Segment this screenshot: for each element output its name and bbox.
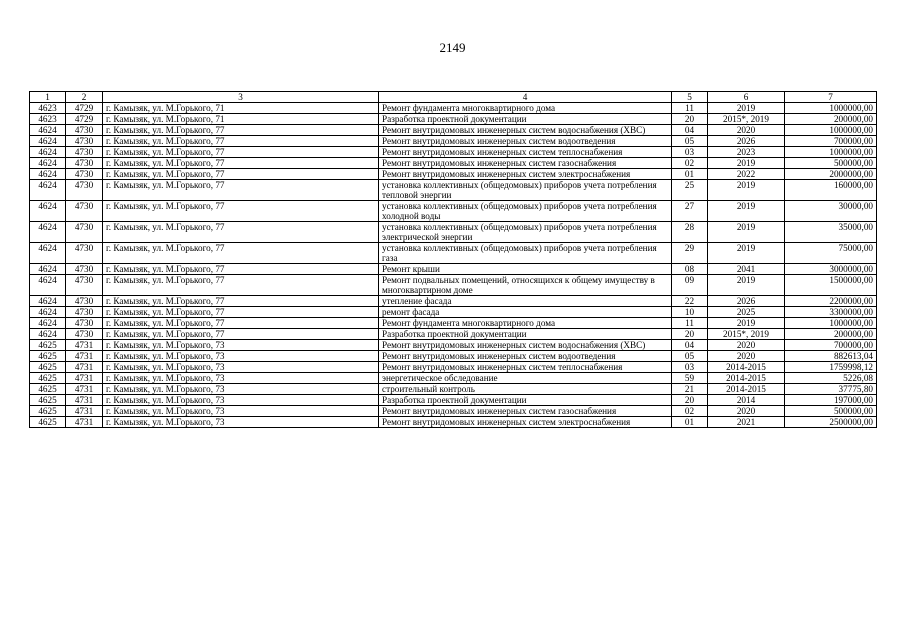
table-row bbox=[30, 406, 877, 417]
object-id-cell: 4731 bbox=[66, 362, 103, 373]
work-type-cell: строительный контроль bbox=[379, 384, 672, 395]
work-type-cell: энергетическое обследование bbox=[379, 373, 672, 384]
cost-cell: 3000000,00 bbox=[785, 264, 877, 275]
address-cell: г. Камызяк, ул. М.Горького, 77 bbox=[103, 243, 379, 264]
year-cell: 2022 bbox=[708, 169, 785, 180]
address-cell: г. Камызяк, ул. М.Горького, 77 bbox=[103, 180, 379, 201]
address-cell: г. Камызяк, ул. М.Горького, 77 bbox=[103, 296, 379, 307]
row-number-cell: 4624 bbox=[30, 307, 66, 318]
year-cell: 2019 bbox=[708, 103, 785, 114]
cost-cell: 2500000,00 bbox=[785, 417, 877, 428]
table-row bbox=[30, 264, 877, 275]
row-number-cell: 4625 bbox=[30, 395, 66, 406]
object-id-cell: 4731 bbox=[66, 417, 103, 428]
work-code-cell: 22 bbox=[672, 296, 708, 307]
table-row bbox=[30, 340, 877, 351]
year-cell: 2014 bbox=[708, 395, 785, 406]
year-cell: 2019 bbox=[708, 222, 785, 243]
table-row bbox=[30, 351, 877, 362]
row-number-cell: 4624 bbox=[30, 222, 66, 243]
object-id-cell: 4729 bbox=[66, 103, 103, 114]
work-code-cell: 10 bbox=[672, 307, 708, 318]
row-number-cell: 4624 bbox=[30, 243, 66, 264]
cost-cell: 75000,00 bbox=[785, 243, 877, 264]
table-row bbox=[30, 136, 877, 147]
work-code-cell: 02 bbox=[672, 158, 708, 169]
row-number-cell: 4624 bbox=[30, 296, 66, 307]
year-cell: 2041 bbox=[708, 264, 785, 275]
work-type-cell: Ремонт фундамента многоквартирного дома bbox=[379, 318, 672, 329]
column-header: 6 bbox=[708, 92, 785, 103]
year-cell: 2019 bbox=[708, 180, 785, 201]
table-row bbox=[30, 147, 877, 158]
cost-cell: 160000,00 bbox=[785, 180, 877, 201]
address-cell: г. Камызяк, ул. М.Горького, 77 bbox=[103, 125, 379, 136]
address-cell: г. Камызяк, ул. М.Горького, 73 bbox=[103, 384, 379, 395]
table-row bbox=[30, 296, 877, 307]
object-id-cell: 4730 bbox=[66, 201, 103, 222]
year-cell: 2019 bbox=[708, 318, 785, 329]
year-cell: 2023 bbox=[708, 147, 785, 158]
work-type-cell: Ремонт внутридомовых инженерных систем водоснабжения (ХВС) bbox=[379, 340, 672, 351]
work-type-cell: Ремонт внутридомовых инженерных систем водоотведения bbox=[379, 351, 672, 362]
object-id-cell: 4730 bbox=[66, 125, 103, 136]
work-type-cell: установка коллективных (общедомовых) приборов учета потребления тепловой энергии bbox=[379, 180, 672, 201]
work-type-cell: установка коллективных (общедомовых) приборов учета потребления электрической энергии bbox=[379, 222, 672, 243]
object-id-cell: 4730 bbox=[66, 307, 103, 318]
cost-cell: 700000,00 bbox=[785, 136, 877, 147]
address-cell: г. Камызяк, ул. М.Горького, 77 bbox=[103, 158, 379, 169]
object-id-cell: 4730 bbox=[66, 243, 103, 264]
row-number-cell: 4624 bbox=[30, 318, 66, 329]
row-number-cell: 4624 bbox=[30, 147, 66, 158]
address-cell: г. Камызяк, ул. М.Горького, 73 bbox=[103, 362, 379, 373]
table-row bbox=[30, 318, 877, 329]
row-number-cell: 4624 bbox=[30, 264, 66, 275]
address-cell: г. Камызяк, ул. М.Горького, 71 bbox=[103, 114, 379, 125]
work-type-cell: Ремонт внутридомовых инженерных систем теплоснабжения bbox=[379, 362, 672, 373]
cost-cell: 5226,08 bbox=[785, 373, 877, 384]
cost-cell: 2200000,00 bbox=[785, 296, 877, 307]
address-cell: г. Камызяк, ул. М.Горького, 73 bbox=[103, 351, 379, 362]
header-row bbox=[30, 92, 877, 103]
cost-cell: 1000000,00 bbox=[785, 147, 877, 158]
work-type-cell: Ремонт внутридомовых инженерных систем водоснабжения (ХВС) bbox=[379, 125, 672, 136]
work-code-cell: 27 bbox=[672, 201, 708, 222]
cost-cell: 1000000,00 bbox=[785, 318, 877, 329]
table-row bbox=[30, 362, 877, 373]
row-number-cell: 4624 bbox=[30, 169, 66, 180]
row-number-cell: 4624 bbox=[30, 275, 66, 296]
table-row bbox=[30, 125, 877, 136]
year-cell: 2019 bbox=[708, 243, 785, 264]
work-code-cell: 01 bbox=[672, 417, 708, 428]
address-cell: г. Камызяк, ул. М.Горького, 77 bbox=[103, 307, 379, 318]
address-cell: г. Камызяк, ул. М.Горького, 77 bbox=[103, 147, 379, 158]
table-row bbox=[30, 201, 877, 222]
work-code-cell: 20 bbox=[672, 114, 708, 125]
column-header: 4 bbox=[379, 92, 672, 103]
object-id-cell: 4730 bbox=[66, 329, 103, 340]
address-cell: г. Камызяк, ул. М.Горького, 77 bbox=[103, 329, 379, 340]
row-number-cell: 4624 bbox=[30, 158, 66, 169]
work-type-cell: установка коллективных (общедомовых) приборов учета потребления холодной воды bbox=[379, 201, 672, 222]
address-cell: г. Камызяк, ул. М.Горького, 71 bbox=[103, 103, 379, 114]
work-code-cell: 21 bbox=[672, 384, 708, 395]
work-type-cell: Разработка проектной документации bbox=[379, 114, 672, 125]
object-id-cell: 4731 bbox=[66, 373, 103, 384]
work-type-cell: Ремонт фундамента многоквартирного дома bbox=[379, 103, 672, 114]
table-row bbox=[30, 384, 877, 395]
year-cell: 2025 bbox=[708, 307, 785, 318]
work-code-cell: 25 bbox=[672, 180, 708, 201]
cost-cell: 500000,00 bbox=[785, 158, 877, 169]
table-row bbox=[30, 114, 877, 125]
work-type-cell: установка коллективных (общедомовых) приборов учета потребления газа bbox=[379, 243, 672, 264]
work-type-cell: Разработка проектной документации bbox=[379, 395, 672, 406]
row-number-cell: 4625 bbox=[30, 417, 66, 428]
object-id-cell: 4730 bbox=[66, 180, 103, 201]
row-number-cell: 4623 bbox=[30, 114, 66, 125]
work-type-cell: Ремонт внутридомовых инженерных систем водоотведения bbox=[379, 136, 672, 147]
row-number-cell: 4625 bbox=[30, 340, 66, 351]
year-cell: 2019 bbox=[708, 275, 785, 296]
work-code-cell: 03 bbox=[672, 362, 708, 373]
row-number-cell: 4625 bbox=[30, 362, 66, 373]
address-cell: г. Камызяк, ул. М.Горького, 73 bbox=[103, 395, 379, 406]
work-type-cell: Ремонт внутридомовых инженерных систем газоснабжения bbox=[379, 406, 672, 417]
table-row bbox=[30, 222, 877, 243]
object-id-cell: 4731 bbox=[66, 340, 103, 351]
work-code-cell: 01 bbox=[672, 169, 708, 180]
work-code-cell: 59 bbox=[672, 373, 708, 384]
column-header: 7 bbox=[785, 92, 877, 103]
cost-cell: 500000,00 bbox=[785, 406, 877, 417]
row-number-cell: 4624 bbox=[30, 136, 66, 147]
row-number-cell: 4623 bbox=[30, 103, 66, 114]
work-code-cell: 04 bbox=[672, 340, 708, 351]
year-cell: 2015*, 2019 bbox=[708, 329, 785, 340]
column-header: 5 bbox=[672, 92, 708, 103]
cost-cell: 30000,00 bbox=[785, 201, 877, 222]
row-number-cell: 4624 bbox=[30, 125, 66, 136]
address-cell: г. Камызяк, ул. М.Горького, 77 bbox=[103, 264, 379, 275]
year-cell: 2020 bbox=[708, 340, 785, 351]
table-row bbox=[30, 373, 877, 384]
work-code-cell: 11 bbox=[672, 318, 708, 329]
work-type-cell: Ремонт внутридомовых инженерных систем электроснабжения bbox=[379, 417, 672, 428]
table-row bbox=[30, 103, 877, 114]
work-code-cell: 05 bbox=[672, 136, 708, 147]
row-number-cell: 4624 bbox=[30, 180, 66, 201]
object-id-cell: 4731 bbox=[66, 395, 103, 406]
object-id-cell: 4730 bbox=[66, 147, 103, 158]
work-code-cell: 02 bbox=[672, 406, 708, 417]
address-cell: г. Камызяк, ул. М.Горького, 77 bbox=[103, 169, 379, 180]
work-code-cell: 04 bbox=[672, 125, 708, 136]
year-cell: 2021 bbox=[708, 417, 785, 428]
object-id-cell: 4730 bbox=[66, 296, 103, 307]
cost-cell: 1000000,00 bbox=[785, 103, 877, 114]
table-row bbox=[30, 243, 877, 264]
year-cell: 2020 bbox=[708, 406, 785, 417]
cost-cell: 3300000,00 bbox=[785, 307, 877, 318]
work-type-cell: ремонт фасада bbox=[379, 307, 672, 318]
cost-cell: 1000000,00 bbox=[785, 125, 877, 136]
address-cell: г. Камызяк, ул. М.Горького, 73 bbox=[103, 406, 379, 417]
work-type-cell: Ремонт внутридомовых инженерных систем теплоснабжения bbox=[379, 147, 672, 158]
column-header: 1 bbox=[30, 92, 66, 103]
column-header: 3 bbox=[103, 92, 379, 103]
address-cell: г. Камызяк, ул. М.Горького, 77 bbox=[103, 275, 379, 296]
cost-cell: 700000,00 bbox=[785, 340, 877, 351]
register-table bbox=[29, 91, 877, 428]
object-id-cell: 4731 bbox=[66, 384, 103, 395]
cost-cell: 200000,00 bbox=[785, 114, 877, 125]
year-cell: 2020 bbox=[708, 125, 785, 136]
row-number-cell: 4624 bbox=[30, 329, 66, 340]
cost-cell: 37775,80 bbox=[785, 384, 877, 395]
work-code-cell: 20 bbox=[672, 395, 708, 406]
row-number-cell: 4625 bbox=[30, 351, 66, 362]
cost-cell: 2000000,00 bbox=[785, 169, 877, 180]
object-id-cell: 4731 bbox=[66, 406, 103, 417]
table-row bbox=[30, 395, 877, 406]
table-row bbox=[30, 275, 877, 296]
work-type-cell: утепление фасада bbox=[379, 296, 672, 307]
work-code-cell: 05 bbox=[672, 351, 708, 362]
year-cell: 2026 bbox=[708, 136, 785, 147]
year-cell: 2026 bbox=[708, 296, 785, 307]
address-cell: г. Камызяк, ул. М.Горького, 77 bbox=[103, 222, 379, 243]
work-code-cell: 08 bbox=[672, 264, 708, 275]
object-id-cell: 4729 bbox=[66, 114, 103, 125]
row-number-cell: 4624 bbox=[30, 201, 66, 222]
page-number: 2149 bbox=[439, 40, 466, 55]
table-row bbox=[30, 169, 877, 180]
address-cell: г. Камызяк, ул. М.Горького, 77 bbox=[103, 318, 379, 329]
row-number-cell: 4625 bbox=[30, 406, 66, 417]
object-id-cell: 4731 bbox=[66, 351, 103, 362]
work-type-cell: Разработка проектной документации bbox=[379, 329, 672, 340]
year-cell: 2019 bbox=[708, 201, 785, 222]
row-number-cell: 4625 bbox=[30, 384, 66, 395]
work-type-cell: Ремонт внутридомовых инженерных систем газоснабжения bbox=[379, 158, 672, 169]
table-row bbox=[30, 307, 877, 318]
address-cell: г. Камызяк, ул. М.Горького, 77 bbox=[103, 136, 379, 147]
cost-cell: 1500000,00 bbox=[785, 275, 877, 296]
address-cell: г. Камызяк, ул. М.Горького, 73 bbox=[103, 340, 379, 351]
table-body bbox=[30, 103, 877, 428]
table-row bbox=[30, 329, 877, 340]
row-number-cell: 4625 bbox=[30, 373, 66, 384]
year-cell: 2019 bbox=[708, 158, 785, 169]
work-type-cell: Ремонт крыши bbox=[379, 264, 672, 275]
work-code-cell: 03 bbox=[672, 147, 708, 158]
year-cell: 2020 bbox=[708, 351, 785, 362]
work-type-cell: Ремонт внутридомовых инженерных систем электроснабжения bbox=[379, 169, 672, 180]
object-id-cell: 4730 bbox=[66, 318, 103, 329]
column-header: 2 bbox=[66, 92, 103, 103]
work-code-cell: 09 bbox=[672, 275, 708, 296]
object-id-cell: 4730 bbox=[66, 136, 103, 147]
address-cell: г. Камызяк, ул. М.Горького, 73 bbox=[103, 417, 379, 428]
cost-cell: 1759998,12 bbox=[785, 362, 877, 373]
year-cell: 2014-2015 bbox=[708, 373, 785, 384]
cost-cell: 882613,04 bbox=[785, 351, 877, 362]
address-cell: г. Камызяк, ул. М.Горького, 77 bbox=[103, 201, 379, 222]
cost-cell: 197000,00 bbox=[785, 395, 877, 406]
year-cell: 2015*, 2019 bbox=[708, 114, 785, 125]
table-row bbox=[30, 417, 877, 428]
object-id-cell: 4730 bbox=[66, 169, 103, 180]
work-code-cell: 29 bbox=[672, 243, 708, 264]
work-code-cell: 20 bbox=[672, 329, 708, 340]
object-id-cell: 4730 bbox=[66, 275, 103, 296]
work-code-cell: 11 bbox=[672, 103, 708, 114]
cost-cell: 200000,00 bbox=[785, 329, 877, 340]
object-id-cell: 4730 bbox=[66, 158, 103, 169]
year-cell: 2014-2015 bbox=[708, 362, 785, 373]
object-id-cell: 4730 bbox=[66, 264, 103, 275]
year-cell: 2014-2015 bbox=[708, 384, 785, 395]
address-cell: г. Камызяк, ул. М.Горького, 73 bbox=[103, 373, 379, 384]
table-row bbox=[30, 158, 877, 169]
cost-cell: 35000,00 bbox=[785, 222, 877, 243]
object-id-cell: 4730 bbox=[66, 222, 103, 243]
work-code-cell: 28 bbox=[672, 222, 708, 243]
table-row bbox=[30, 180, 877, 201]
work-type-cell: Ремонт подвальных помещений, относящихся к общему имуществу в многоквартирном доме bbox=[379, 275, 672, 296]
